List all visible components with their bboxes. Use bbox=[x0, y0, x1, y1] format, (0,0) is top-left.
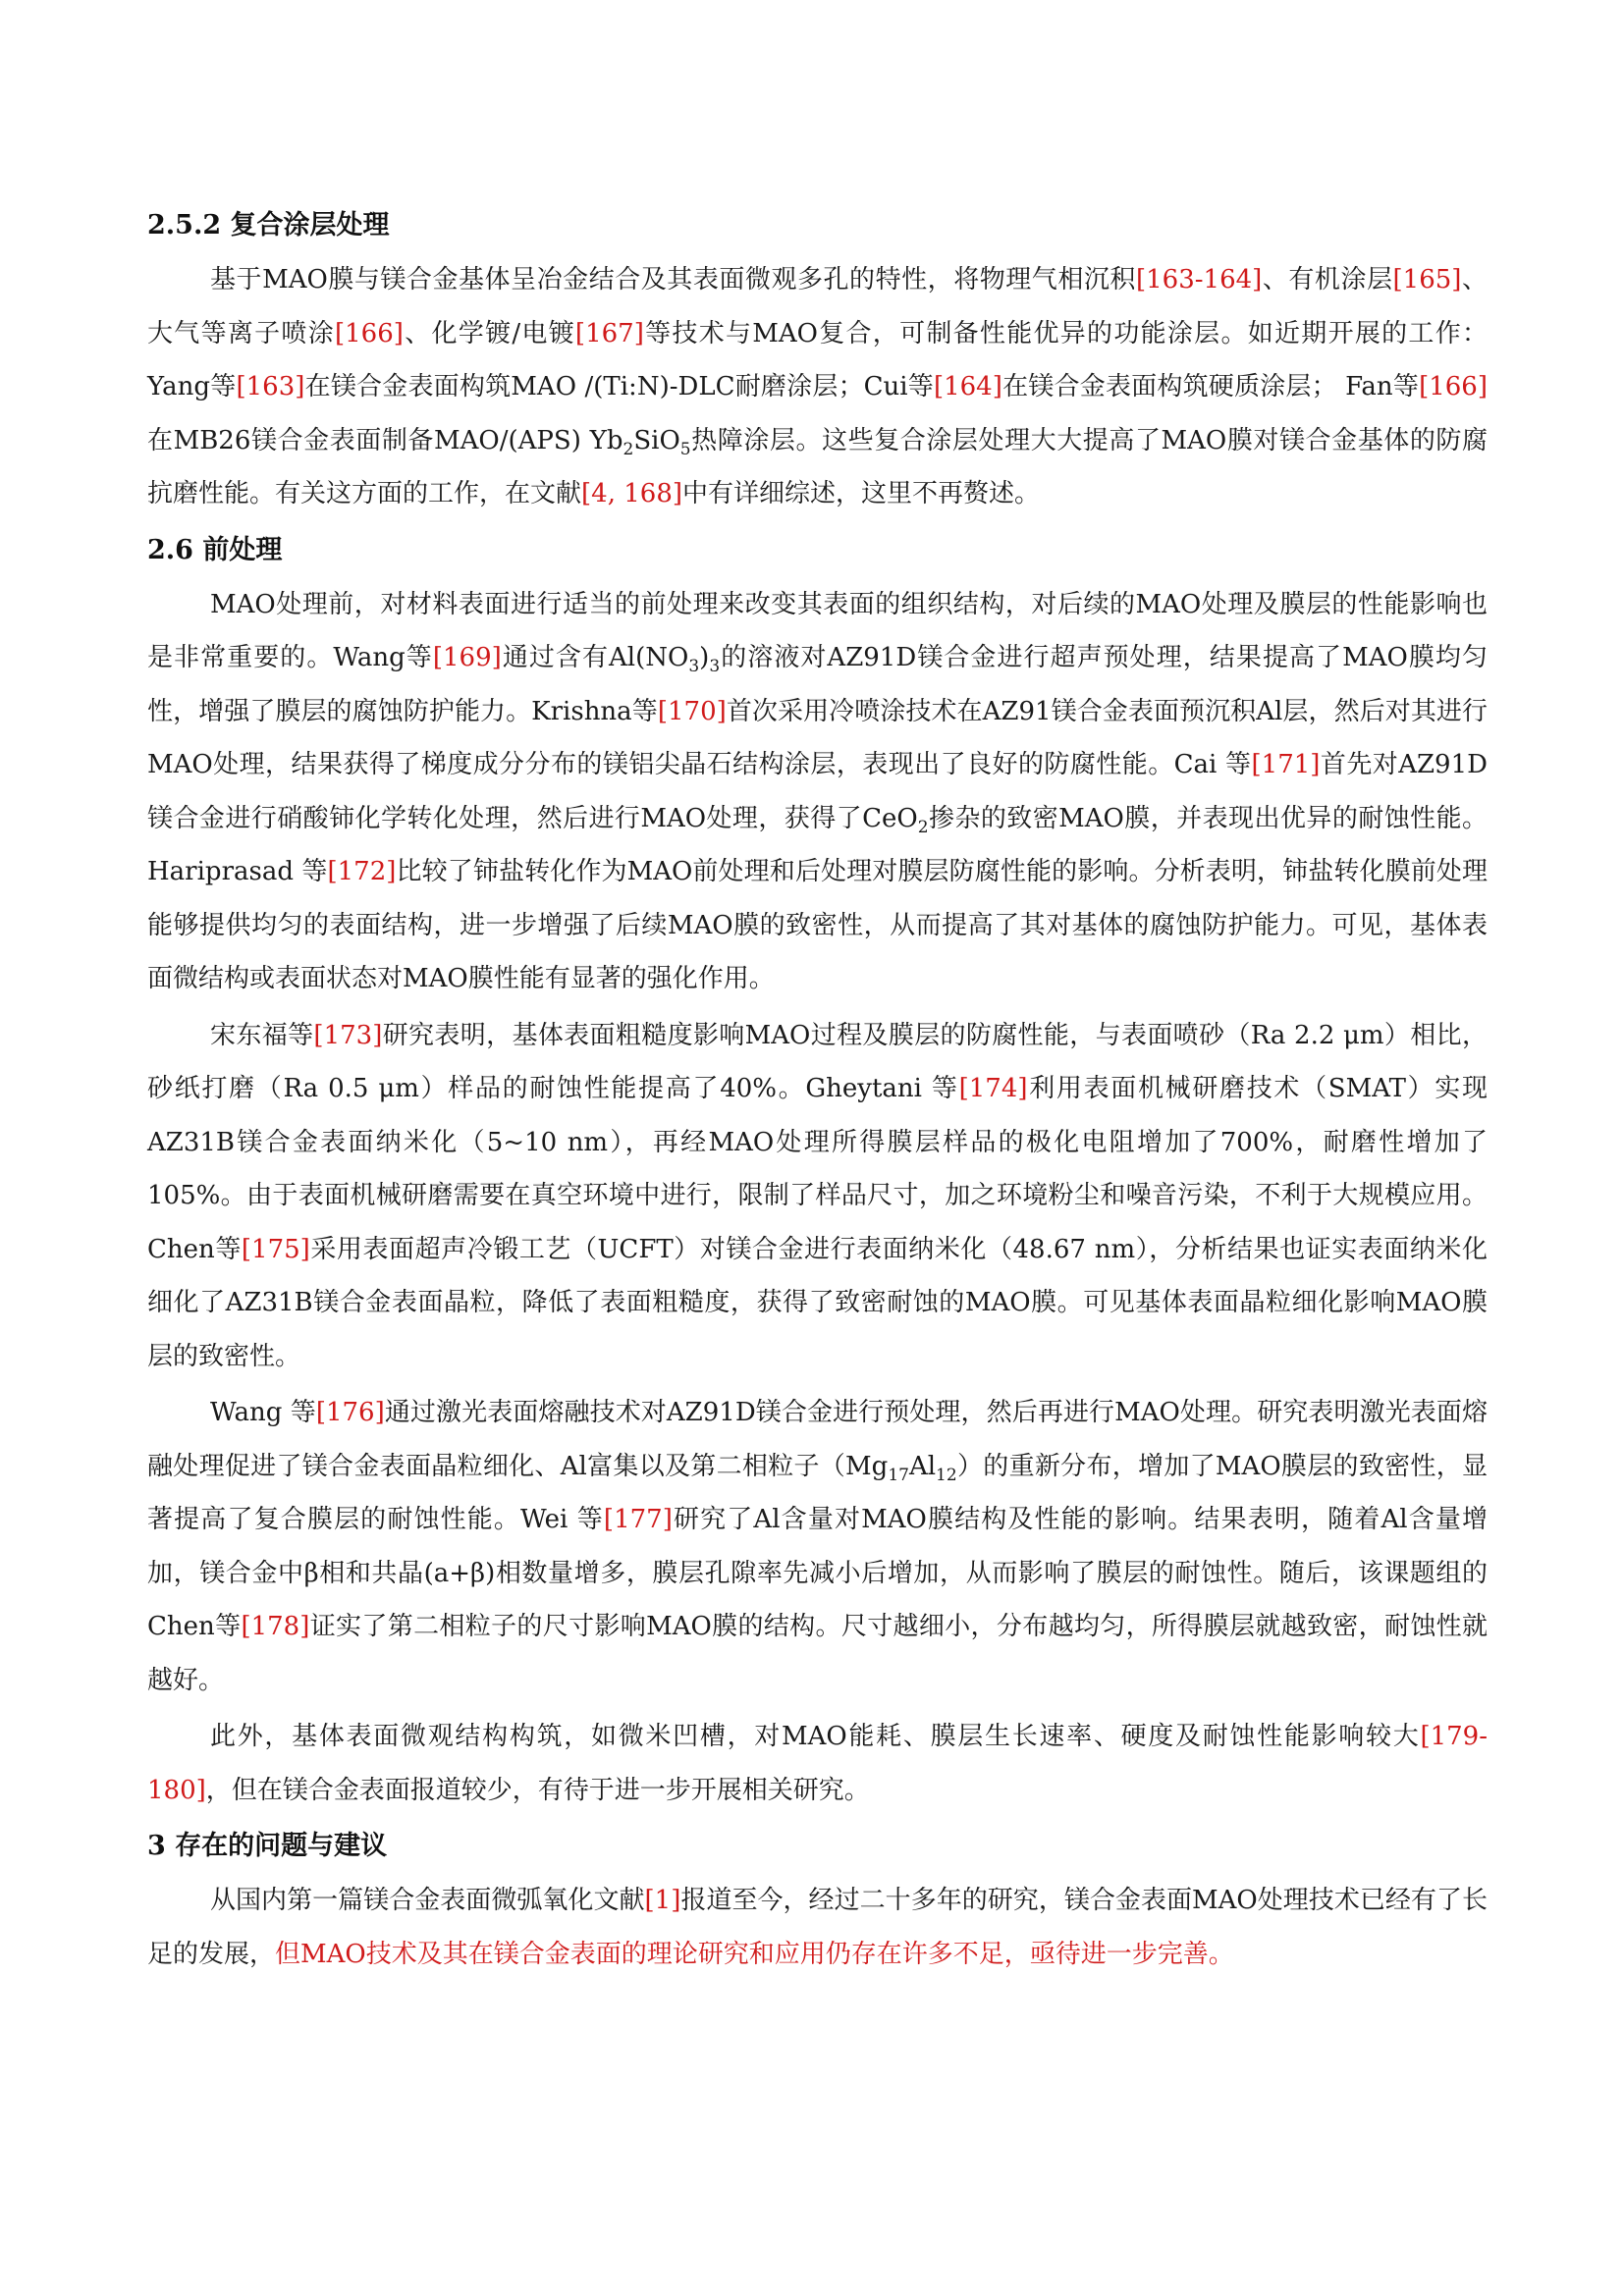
citation-4-168[interactable]: [4, 168] bbox=[581, 479, 682, 508]
section-heading-2-6: 2.6 前处理 bbox=[147, 534, 283, 565]
citation-166b[interactable]: [166] bbox=[1419, 372, 1488, 401]
citation-175[interactable]: [175] bbox=[241, 1234, 310, 1264]
citation-163-164[interactable]: [163-164] bbox=[1135, 265, 1263, 294]
citation-172[interactable]: [172] bbox=[327, 857, 397, 886]
section-heading-2-5-2: 2.5.2 复合涂层处理 bbox=[147, 210, 390, 240]
citation-176[interactable]: [176] bbox=[315, 1398, 385, 1427]
section-heading-3: 3 存在的问题与建议 bbox=[147, 1831, 388, 1861]
page-content bbox=[147, 206, 1488, 1984]
citation-166[interactable]: [166] bbox=[334, 318, 404, 348]
citation-174[interactable]: [174] bbox=[958, 1074, 1028, 1103]
citation-1[interactable]: [1] bbox=[644, 1886, 681, 1915]
paragraph-2-6-c: Wang 等[176]通过激光表面熔融技术对AZ91D镁合金进行预处理，然后再进行MAO处理。研究表明激光表面熔融处理促进了镁合金表面晶粒细化、Al富集以及第二相粒子$(Mg_{17}Al_{12})$的重新分布，增加了MAO膜层的致密性，显著提高了复合膜层的耐蚀性能。Wei 等[177]研究了Al含量对MAO膜结构及性能的影响。结果表明，随着Al含量增加，镁合金中β相和共晶(a+β)相数量增多，膜层孔隙率先减小后增加，从而影响了膜层的耐蚀性。随后，该课题组的Chen等[178]证实了第二相粒子的尺寸影响MAO膜的结构。尺寸越细小，分布越均匀，所得膜层就越致密，耐蚀性就越好。 bbox=[147, 1398, 1488, 1695]
citation-173[interactable]: [173] bbox=[313, 1020, 383, 1050]
paragraph-3: 从国内第一篇镁合金表面微弧氧化文献[1]报道至今，经过二十多年的研究，镁合金表面MAO处理技术已经有了长足的发展，但MAO技术及其在镁合金表面的理论研究和应用仍存在许多不足，亟待进一步完善。 bbox=[147, 1886, 1488, 1969]
citation-167[interactable]: [167] bbox=[574, 318, 644, 348]
citation-165[interactable]: [165] bbox=[1392, 265, 1462, 294]
citation-179-180[interactable]: [179-180] bbox=[147, 1722, 1488, 1805]
highlighted-sentence: 但MAO技术及其在镁合金表面的理论研究和应用仍存在许多不足，亟待进一步完善。 bbox=[275, 1939, 1234, 1969]
citation-163[interactable]: [163] bbox=[236, 372, 305, 401]
paragraph-2-6-a: MAO处理前，对材料表面进行适当的前处理来改变其表面的组织结构，对后续的MAO处理及膜层的性能影响也是非常重要的。Wang等[169]通过含有$Al(NO_3)_3$的溶液对AZ91D镁合金进行超声预处理，结果提高了MAO膜均匀性，增强了膜层的腐蚀防护能力。Krishna等[170]首次采用冷喷涂技术在AZ91镁合金表面预沉积Al层，然后对其进行MAO处理，结果获得了梯度成分分布的镁铝尖晶石结构涂层，表现出了良好的防腐性能。Cai 等[171]首先对AZ91D镁合金进行硝酸铈化学转化处理，然后进行MAO处理，获得了CeO$_2$掺杂的致密MAO膜，并表现出优异的耐蚀性能。Hariprasad 等[172]比较了铈盐转化作为MAO前处理和后处理对膜层防腐性能的影响。分析表明，铈盐转化膜前处理能够提供均匀的表面结构，进一步增强了后续MAO膜的致密性，从而提高了其对基体的腐蚀防护能力。可见，基体表面微结构或表面状态对MAO膜性能有显著的强化作用。 bbox=[147, 589, 1489, 993]
paragraph-2-6-d: 此外，基体表面微观结构构筑，如微米凹槽，对MAO能耗、膜层生长速率、硬度及耐蚀性能影响较大[179-180]，但在镁合金表面报道较少，有待于进一步开展相关研究。 bbox=[147, 1722, 1488, 1805]
citation-178[interactable]: [178] bbox=[241, 1612, 310, 1641]
citation-170[interactable]: [170] bbox=[657, 696, 727, 726]
paragraph-2-5-2: 基于MAO膜与镁合金基体呈冶金结合及其表面微观多孔的特性，将物理气相沉积[163-164]、有机涂层[165]、大气等离子喷涂[166]、化学镀/电镀[167]等技术与MAO复合，可制备性能优异的功能涂层。如近期开展的工作：Yang等[163]在镁合金表面构筑MAO /(Ti:N)-DLC耐磨涂层；Cui等[164]在镁合金表面构筑硬质涂层； Fan等[166]在MB26镁合金表面制备MAO/(APS) $Yb_2SiO_5$热障涂层。这些复合涂层处理大大提高了MAO膜对镁合金基体的防腐抗磨性能。有关这方面的工作，在文献[4, 168]中有详细综述，这里不再赘述。 bbox=[147, 265, 1488, 508]
paragraph-2-6-b: 宋东福等[173]研究表明，基体表面粗糙度影响MAO过程及膜层的防腐性能，与表面喷砂（Ra 2.2 μm）相比，砂纸打磨（Ra 0.5 μm）样品的耐蚀性能提高了40%。Gheytani 等[174]利用表面机械研磨技术（SMAT）实现AZ31B镁合金表面纳米化（5~10 nm），再经MAO处理所得膜层样品的极化电阻增加了700%，耐磨性增加了105%。由于表面机械研磨需要在真空环境中进行，限制了样品尺寸，加之环境粉尘和噪音污染，不利于大规模应用。Chen等[175]采用表面超声冷锻工艺（UCFT）对镁合金进行表面纳米化（48.67 nm），分析结果也证实表面纳米化细化了AZ31B镁合金表面晶粒，降低了表面粗糙度，获得了致密耐蚀的MAO膜。可见基体表面晶粒细化影响MAO膜层的致密性。 bbox=[147, 1020, 1488, 1371]
citation-177[interactable]: [177] bbox=[603, 1505, 673, 1534]
citation-169[interactable]: [169] bbox=[432, 643, 502, 672]
citation-164[interactable]: [164] bbox=[933, 372, 1002, 401]
citation-171[interactable]: [171] bbox=[1251, 750, 1321, 779]
